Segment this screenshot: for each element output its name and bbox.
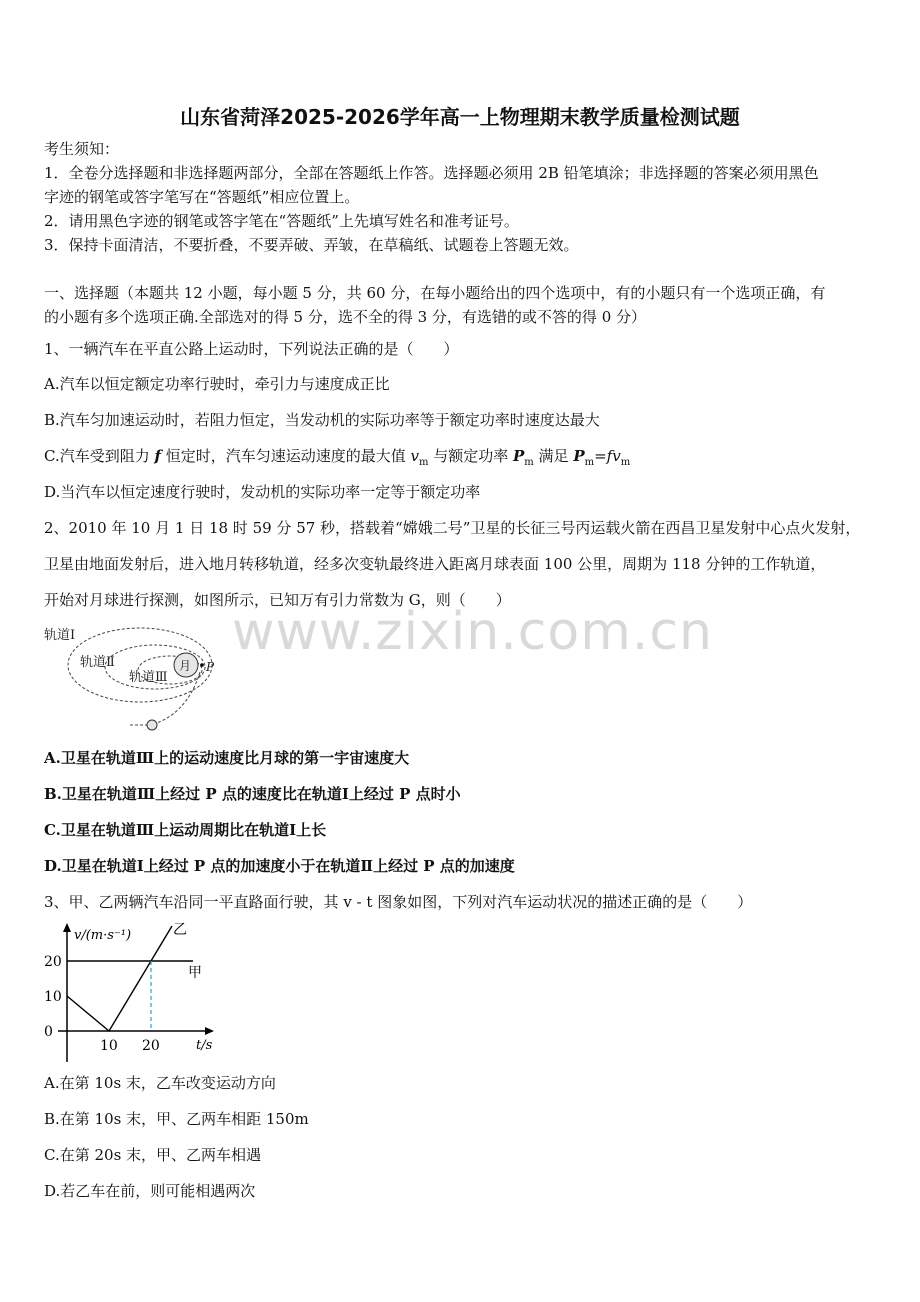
notice-line-1a: 1．全卷分选择题和非选择题两部分，全部在答题纸上作答。选择题必须用 2B 铅笔填涂；非选择题的答案必须用黑色 [44,164,819,182]
x-axis-label: t/s [196,1038,213,1053]
q2-stem-line-1: 2、2010 年 10 月 1 日 18 时 59 分 57 秒，搭载着“嫦娥二号”卫星的长征三号丙运载火箭在西昌卫星发射中心点火发射， [44,519,861,537]
x-tick-label: 10 [100,1038,118,1054]
watermark: www.zixin.com.cn [232,602,713,662]
q2-option-b: B.卫星在轨道Ⅲ上经过 P 点的速度比在轨道Ⅰ上经过 P 点时小 [44,785,461,803]
q3-option-d: D.若乙车在前，则可能相遇两次 [44,1182,256,1200]
moon-label: 月 [179,659,192,673]
notice-line-3: 3．保持卡面清洁，不要折叠，不要弄破、弄皱，在草稿纸、试题卷上答题无效。 [44,236,579,254]
orbit3-label: 轨道Ⅲ [129,670,168,685]
q1-option-a: A.汽车以恒定额定功率行驶时，牵引力与速度成正比 [44,375,390,393]
notice-heading: 考生须知： [44,140,120,158]
y-tick-label: 20 [44,954,62,970]
orbit2-label: 轨道Ⅱ [80,655,115,670]
q1-stem: 1、一辆汽车在平直公路上运动时，下列说法正确的是（ ） [44,340,459,358]
q2-stem-line-2: 卫星由地面发射后，进入地月转移轨道，经多次变轨最终进入距离月球表面 100 公里，周期为 118 分钟的工作轨道， [44,555,826,573]
q2-option-c: C.卫星在轨道Ⅲ上运动周期比在轨道Ⅰ上长 [44,821,327,839]
series-label-0: 甲 [188,965,202,981]
y-tick-label: 0 [44,1024,53,1040]
y-tick-label: 10 [44,989,62,1005]
y-axis-label: v/(m·s⁻¹) [74,928,132,943]
q2-stem-line-3: 开始对月球进行探测，如图所示，已知万有引力常数为 G，则（ ） [44,591,511,609]
notice-line-1b: 字迹的钢笔或答字笔写在“答题纸”相应位置上。 [44,188,360,206]
q1-option-d: D.当汽车以恒定速度行驶时，发动机的实际功率一定等于额定功率 [44,483,481,501]
y-axis-arrow [63,923,71,932]
q3-option-a: A.在第 10s 末，乙车改变运动方向 [44,1074,276,1092]
q2-option-a: A.卫星在轨道Ⅲ上的运动速度比月球的第一宇宙速度大 [44,749,410,767]
q1-option-c: C.汽车受到阻力 f 恒定时，汽车匀速运动速度的最大值 $v_m$ 与额定功率 $P_m$ 满足 $P_m=fv_m$ [44,447,631,468]
orbit-figure [40,620,230,735]
orbit1-label: 轨道Ⅰ [44,628,76,643]
x-tick-label: 20 [142,1038,160,1054]
point-p-label: P [206,660,215,674]
x-axis-arrow [205,1027,214,1035]
q3-option-b: B.在第 10s 末，甲、乙两车相距 150m [44,1110,309,1128]
page-title: 山东省菏泽2025-2026学年高一上物理期末教学质量检测试题 [180,105,740,129]
series-label-1: 乙 [173,922,187,938]
q3-stem: 3、甲、乙两辆汽车沿同一平直路面行驶，其 v - t 图象如图，下列对汽车运动状况的描述正确的是（ ） [44,893,753,911]
q2-option-d: D.卫星在轨道Ⅰ上经过 P 点的加速度小于在轨道Ⅱ上经过 P 点的加速度 [44,857,515,875]
section-header-b: 的小题有多个选项正确.全部选对的得 5 分，选不全的得 3 分，有选错的或不答的得 0 分） [44,308,647,326]
q1-option-b: B.汽车匀加速运动时，若阻力恒定，当发动机的实际功率等于额定功率时速度达最大 [44,411,600,429]
notice-line-2: 2．请用黑色字迹的钢笔或答字笔在“答题纸”上先填写姓名和准考证号。 [44,212,519,230]
vt-chart [40,920,230,1065]
q3-option-c: C.在第 20s 末，甲、乙两车相遇 [44,1146,262,1164]
section-header-a: 一、选择题（本题共 12 小题，每小题 5 分，共 60 分，在每小题给出的四个选项中，有的小题只有一个选项正确，有 [44,284,826,302]
